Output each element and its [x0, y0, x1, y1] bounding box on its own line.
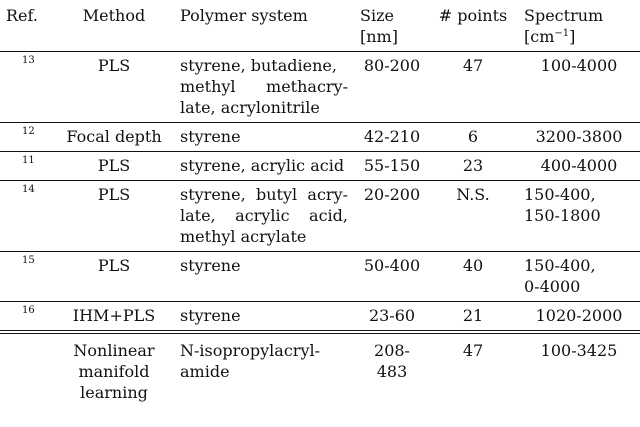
cell-points: 23	[428, 152, 518, 181]
polymer-line: methyl methacry-	[180, 77, 348, 96]
table-row-proposed-method	[0, 332, 640, 407]
spectrum-line: 100-4000	[540, 56, 618, 75]
polymer-line: styrene	[180, 306, 241, 325]
header-row	[0, 0, 640, 52]
header-size-label: Size	[360, 6, 394, 25]
cell-spectrum	[518, 181, 640, 252]
cell-polymer-system	[170, 152, 352, 181]
spectrum-line: 1020-2000	[535, 306, 623, 325]
cell-method: PLS	[58, 52, 170, 123]
method-line: learning	[80, 383, 148, 402]
polymer-line: late, acrylonitrile	[180, 98, 320, 117]
cell-size: 23-60	[352, 302, 428, 333]
cell-ref: 11	[0, 152, 58, 181]
cell-size: 20-200	[352, 181, 428, 252]
cell-method: Focal depth	[58, 123, 170, 152]
cell-method	[58, 332, 170, 407]
polymer-line: styrene, butyl acry-	[180, 185, 348, 204]
cell-method: PLS	[58, 252, 170, 302]
cell-spectrum	[518, 252, 640, 302]
spectrum-unit-base: [cm	[524, 27, 555, 46]
header-method: Method	[58, 0, 170, 52]
cell-points: 6	[428, 123, 518, 152]
header-ref: Ref.	[0, 0, 58, 52]
spectrum-line: 150-1800	[524, 206, 601, 225]
cell-method: PLS	[58, 152, 170, 181]
cell-points: 47	[462, 341, 484, 360]
cell-size: 208-483	[374, 341, 410, 381]
header-size	[352, 0, 428, 52]
cell-spectrum	[518, 152, 640, 181]
cell-spectrum	[518, 332, 640, 407]
header-spectrum-unit	[524, 26, 636, 47]
cell-points: 21	[428, 302, 518, 333]
cell-polymer-system	[170, 181, 352, 252]
cell-spectrum	[518, 302, 640, 333]
spectrum-line: 3200-3800	[535, 127, 623, 146]
header-points: # points	[428, 0, 518, 52]
cell-ref: 13	[0, 52, 58, 123]
cell-points: 40	[428, 252, 518, 302]
polymer-line: N-isopropylacryl-	[180, 341, 320, 360]
polymer-line: styrene	[180, 127, 241, 146]
table-row	[0, 152, 640, 181]
cell-method: IHM+PLS	[58, 302, 170, 333]
polymer-line: styrene, butadiene,	[180, 56, 337, 75]
header-spectrum	[518, 0, 640, 52]
method-line: Nonlinear	[73, 341, 155, 360]
polymer-line: late, acrylic acid,	[180, 206, 348, 225]
cell-size: 55-150	[352, 152, 428, 181]
spectrum-unit-close: ]	[569, 27, 576, 46]
cell-ref: 14	[0, 181, 58, 252]
cell-polymer-system	[170, 52, 352, 123]
cell-size: 80-200	[352, 52, 428, 123]
cell-ref: 15	[0, 252, 58, 302]
cell-polymer-system	[170, 302, 352, 333]
cell-points: N.S.	[428, 181, 518, 252]
table-row	[0, 52, 640, 123]
spectrum-line: 100-3425	[540, 341, 618, 360]
cell-ref: 12	[0, 123, 58, 152]
cell-polymer-system	[170, 123, 352, 152]
cell-ref	[0, 332, 58, 407]
cell-spectrum	[518, 123, 640, 152]
header-polymer-system: Polymer system	[170, 0, 352, 52]
polymer-line: methyl acrylate	[180, 227, 307, 246]
cell-spectrum	[518, 52, 640, 123]
table-row	[0, 123, 640, 152]
polymer-line: styrene, acrylic acid	[180, 156, 345, 175]
table-row	[0, 181, 640, 252]
header-size-unit: [nm]	[360, 27, 398, 46]
method-line: manifold	[78, 362, 150, 381]
spectrum-line: 150-400,	[524, 185, 596, 204]
cell-method: PLS	[58, 181, 170, 252]
spectrum-unit-exponent: −1	[554, 28, 570, 39]
spectrum-line: 150-400,	[524, 256, 596, 275]
cell-size: 50-400	[352, 252, 428, 302]
header-spectrum-label: Spectrum	[524, 6, 604, 25]
spectrum-line: 400-4000	[540, 156, 618, 175]
polymer-line: amide	[180, 362, 230, 381]
cell-size: 42-210	[352, 123, 428, 152]
table-row	[0, 252, 640, 302]
cell-polymer-system	[170, 332, 352, 407]
table-row	[0, 302, 640, 333]
cell-ref: 16	[0, 302, 58, 333]
polymer-line: styrene	[180, 256, 241, 275]
cell-points: 47	[428, 52, 518, 123]
cell-polymer-system	[170, 252, 352, 302]
spectrum-line: 0-4000	[524, 277, 581, 296]
